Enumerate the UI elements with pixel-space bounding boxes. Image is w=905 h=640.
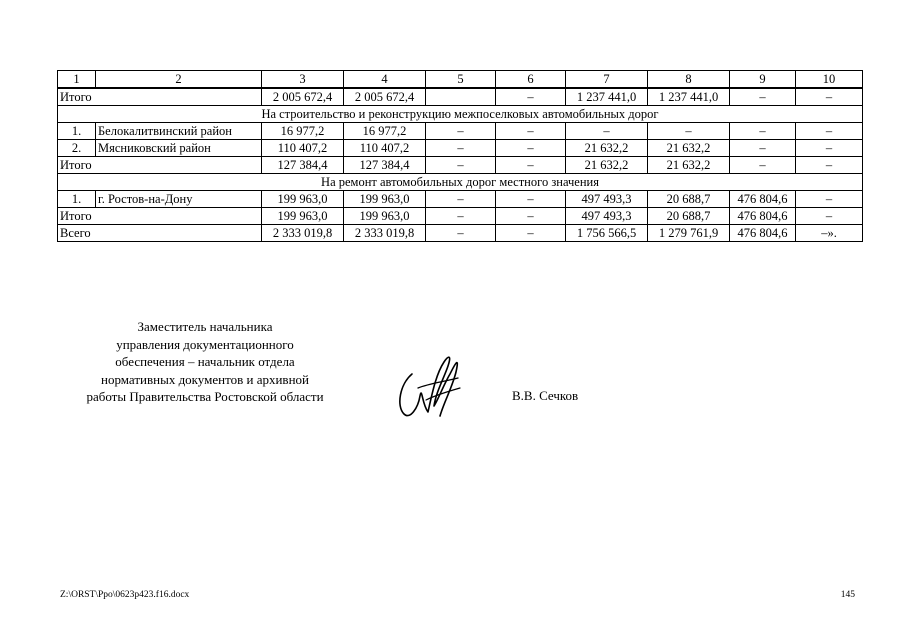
table-row: [58, 123, 863, 140]
table-cell: –: [426, 191, 496, 208]
table-cell: –: [796, 140, 863, 157]
table-cell: 476 804,6: [730, 225, 796, 242]
column-number: 3: [262, 71, 344, 89]
table-cell: 199 963,0: [262, 208, 344, 225]
table-cell: 21 632,2: [648, 157, 730, 174]
signer-title-line: обеспечения – начальник отдела: [115, 354, 295, 369]
column-number: 4: [344, 71, 426, 89]
table-cell: 21 632,2: [566, 140, 648, 157]
section-row: [58, 174, 863, 191]
column-number: 5: [426, 71, 496, 89]
table-cell: –: [730, 88, 796, 106]
table-cell: 199 963,0: [344, 208, 426, 225]
table-body: [58, 88, 863, 242]
table-cell: 127 384,4: [344, 157, 426, 174]
table-cell: –: [796, 123, 863, 140]
table-cell: –: [426, 157, 496, 174]
signer-title-line: управления документационного: [116, 336, 294, 352]
total-row: [58, 208, 863, 225]
signer-title-line: работы Правительства Ростовской области: [86, 389, 324, 404]
table-cell: –: [426, 140, 496, 157]
column-number: 7: [566, 71, 648, 89]
table-cell: 1.: [58, 191, 96, 208]
footer-file-path: Z:\ORST\Ppo\0623p423.f16.docx: [60, 590, 190, 600]
column-number: 1: [58, 71, 96, 89]
table-cell: –: [796, 191, 863, 208]
column-number: 2: [96, 71, 262, 89]
table-cell: 20 688,7: [648, 191, 730, 208]
signer-title-line: нормативных документов и архивной: [101, 371, 309, 387]
column-number: 8: [648, 71, 730, 89]
table-row: [58, 191, 863, 208]
table-cell: Итого: [58, 88, 262, 106]
table-cell: –: [496, 140, 566, 157]
column-number: 6: [496, 71, 566, 89]
table-cell: 21 632,2: [566, 157, 648, 174]
signer-name: В.В. Сечков: [512, 388, 579, 403]
table-cell: 21 632,2: [648, 140, 730, 157]
table-cell: [426, 88, 496, 106]
table-cell: –: [496, 225, 566, 242]
table-cell: 1 279 761,9: [648, 225, 730, 242]
table-cell: –: [648, 123, 730, 140]
table-cell: г. Ростов-на-Дону: [96, 191, 262, 208]
handwritten-signature: [392, 344, 467, 426]
table-cell: Мясниковский район: [96, 140, 262, 157]
table-cell: –: [496, 123, 566, 140]
table-cell: –: [426, 208, 496, 225]
table-cell: 497 493,3: [566, 208, 648, 225]
table-cell: 476 804,6: [730, 208, 796, 225]
table-cell: –: [796, 157, 863, 174]
table-cell: 2.: [58, 140, 96, 157]
table-cell: –: [426, 123, 496, 140]
signer-title-line: Заместитель начальника: [137, 319, 273, 334]
table-cell: –: [796, 208, 863, 225]
table-cell: –: [730, 123, 796, 140]
table-cell: 2 005 672,4: [262, 88, 344, 106]
table-header: [58, 71, 863, 89]
table-cell: Итого: [58, 208, 262, 225]
table-cell: –: [796, 88, 863, 106]
table-cell: На строительство и реконструкцию межпоселковых автомобильных дорог: [58, 106, 863, 123]
table-cell: 127 384,4: [262, 157, 344, 174]
table-cell: На ремонт автомобильных дорог местного значения: [58, 174, 863, 191]
table-cell: –: [426, 225, 496, 242]
budget-table: [57, 70, 863, 242]
table-cell: 1 756 566,5: [566, 225, 648, 242]
table-cell: 1 237 441,0: [566, 88, 648, 106]
table-cell: –: [730, 157, 796, 174]
table-cell: 16 977,2: [344, 123, 426, 140]
table-cell: Итого: [58, 157, 262, 174]
table-cell: –: [496, 88, 566, 106]
table-cell: 476 804,6: [730, 191, 796, 208]
table-cell: –: [496, 208, 566, 225]
section-row: [58, 106, 863, 123]
table-cell: –: [496, 191, 566, 208]
column-number: 9: [730, 71, 796, 89]
column-number: 10: [796, 71, 863, 89]
table-cell: –: [566, 123, 648, 140]
table-header-row: [58, 71, 863, 89]
table-cell: 1.: [58, 123, 96, 140]
table-cell: 2 333 019,8: [262, 225, 344, 242]
table-cell: 1 237 441,0: [648, 88, 730, 106]
total-row: [58, 157, 863, 174]
table-cell: 199 963,0: [344, 191, 426, 208]
table-cell: 199 963,0: [262, 191, 344, 208]
page-number: 145: [840, 590, 855, 600]
table-cell: 110 407,2: [344, 140, 426, 157]
table-cell: –».: [796, 225, 863, 242]
table-cell: 497 493,3: [566, 191, 648, 208]
table-cell: 2 333 019,8: [344, 225, 426, 242]
total-row: [58, 225, 863, 242]
table-cell: 2 005 672,4: [344, 88, 426, 106]
table-row: [58, 140, 863, 157]
table-cell: –: [496, 157, 566, 174]
total-row: [58, 88, 863, 106]
table-cell: Всего: [58, 225, 262, 242]
signer-title: [60, 318, 350, 406]
table-cell: 20 688,7: [648, 208, 730, 225]
table-cell: –: [730, 140, 796, 157]
table-cell: Белокалитвинский район: [96, 123, 262, 140]
table-cell: 110 407,2: [262, 140, 344, 157]
table-cell: 16 977,2: [262, 123, 344, 140]
